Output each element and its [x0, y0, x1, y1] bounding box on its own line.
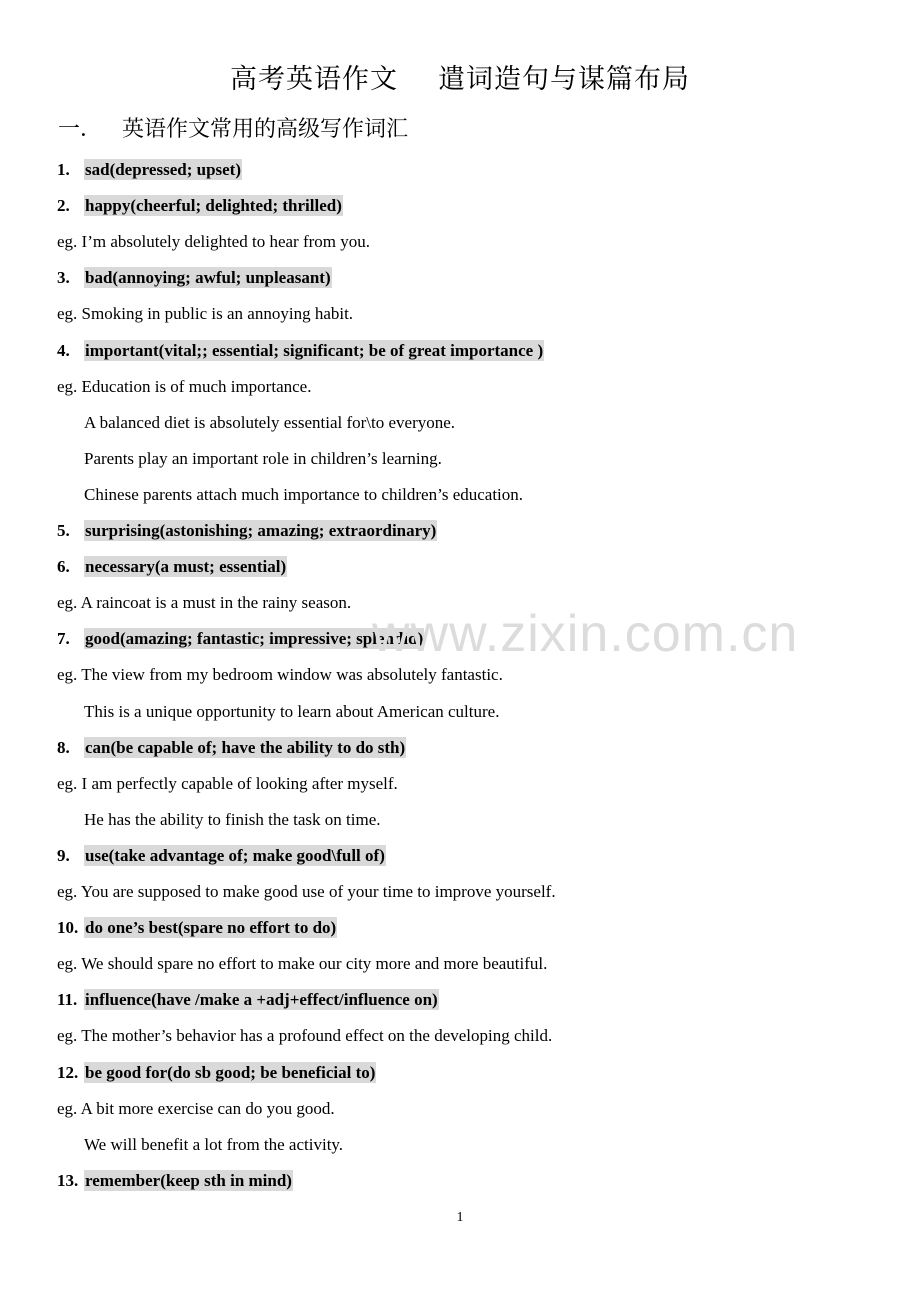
example-sentence: eg. The mother’s behavior has a profound effect on the developing child.	[57, 1026, 553, 1046]
example-sentence: eg. I’m absolutely delighted to hear from you.	[57, 232, 370, 252]
vocab-number: 7.	[57, 629, 70, 649]
vocab-number: 3.	[57, 268, 70, 288]
vocab-term: sad(depressed; upset)	[85, 160, 242, 179]
vocab-number: 13.	[57, 1170, 79, 1190]
vocab-number: 1.	[57, 160, 70, 179]
vocab-heading	[57, 158, 242, 182]
vocab-heading	[57, 339, 544, 363]
vocab-term: bad(annoying; awful; unpleasant)	[85, 268, 331, 288]
vocab-heading	[57, 736, 406, 760]
title-right: 遣词造句与谋篇布局	[438, 64, 690, 95]
vocab-number: 9.	[57, 845, 70, 865]
vocab-term: necessary(a must; essential)	[85, 557, 287, 577]
section-number: 一．	[58, 117, 103, 142]
vocab-number: 2.	[57, 196, 70, 216]
example-continuation: A balanced diet is absolutely essential for\to everyone.	[84, 412, 456, 432]
vocab-term: use(take advantage of; make good\full of)	[85, 845, 385, 865]
vocab-heading	[57, 519, 437, 543]
example-sentence: eg. A bit more exercise can do you good.	[57, 1098, 335, 1118]
vocab-number: 4.	[57, 340, 70, 360]
section-heading	[58, 113, 408, 147]
vocab-term: do one’s best(spare no effort to do)	[85, 918, 337, 938]
vocab-term: happy(cheerful; delighted; thrilled)	[85, 196, 342, 216]
vocab-number: 11.	[57, 990, 78, 1010]
watermark: www.zixin.com.cn	[372, 605, 799, 663]
example-sentence: eg. Smoking in public is an annoying habit.	[57, 304, 354, 324]
vocab-heading	[57, 988, 439, 1012]
vocab-heading	[57, 627, 424, 651]
vocab-number: 10.	[57, 918, 79, 938]
vocab-term: be good for(do sb good; be beneficial to)	[85, 1062, 376, 1082]
vocab-term: surprising(astonishing; amazing; extraordinary)	[85, 521, 437, 540]
document-title	[0, 60, 920, 100]
example-sentence: eg. I am perfectly capable of looking after myself.	[57, 773, 398, 793]
section-text: 英语作文常用的高级写作词汇	[122, 117, 409, 142]
example-continuation: He has the ability to finish the task on time.	[84, 809, 381, 829]
example-continuation: We will benefit a lot from the activity.	[84, 1134, 344, 1154]
example-continuation: Chinese parents attach much importance to children’s education.	[84, 484, 524, 504]
example-sentence: eg. We should spare no effort to make our city more and more beautiful.	[57, 954, 548, 974]
vocab-heading	[57, 194, 343, 218]
vocab-number: 12.	[57, 1062, 79, 1082]
vocab-number: 8.	[57, 737, 70, 757]
vocab-heading	[57, 266, 332, 290]
vocab-term: can(be capable of; have the ability to do sth)	[85, 737, 406, 757]
example-sentence: eg. The view from my bedroom window was absolutely fantastic.	[57, 665, 503, 685]
vocab-term: important(vital;; essential; significant; be of great importance )	[85, 340, 544, 360]
vocab-term: influence(have /make a +adj+effect/influence on)	[85, 990, 438, 1010]
vocab-heading	[57, 555, 287, 579]
example-sentence: eg. Education is of much importance.	[57, 376, 312, 396]
vocab-heading	[57, 1061, 376, 1085]
example-sentence: eg. You are supposed to make good use of your time to improve yourself.	[57, 882, 556, 901]
vocab-heading	[57, 844, 386, 868]
example-continuation: Parents play an important role in children’s learning.	[84, 448, 442, 468]
vocab-number: 5.	[57, 521, 70, 540]
example-sentence: eg. A raincoat is a must in the rainy season.	[57, 593, 352, 613]
vocab-number: 6.	[57, 557, 70, 577]
example-continuation: This is a unique opportunity to learn about American culture.	[84, 701, 500, 721]
title-left: 高考英语作文	[230, 64, 398, 95]
vocab-term: good(amazing; fantastic; impressive; splendid)	[85, 629, 424, 649]
vocab-term: remember(keep sth in mind)	[85, 1170, 292, 1190]
vocab-heading	[57, 1169, 293, 1193]
page-number: 1	[456, 1210, 464, 1225]
vocab-heading	[57, 916, 337, 940]
